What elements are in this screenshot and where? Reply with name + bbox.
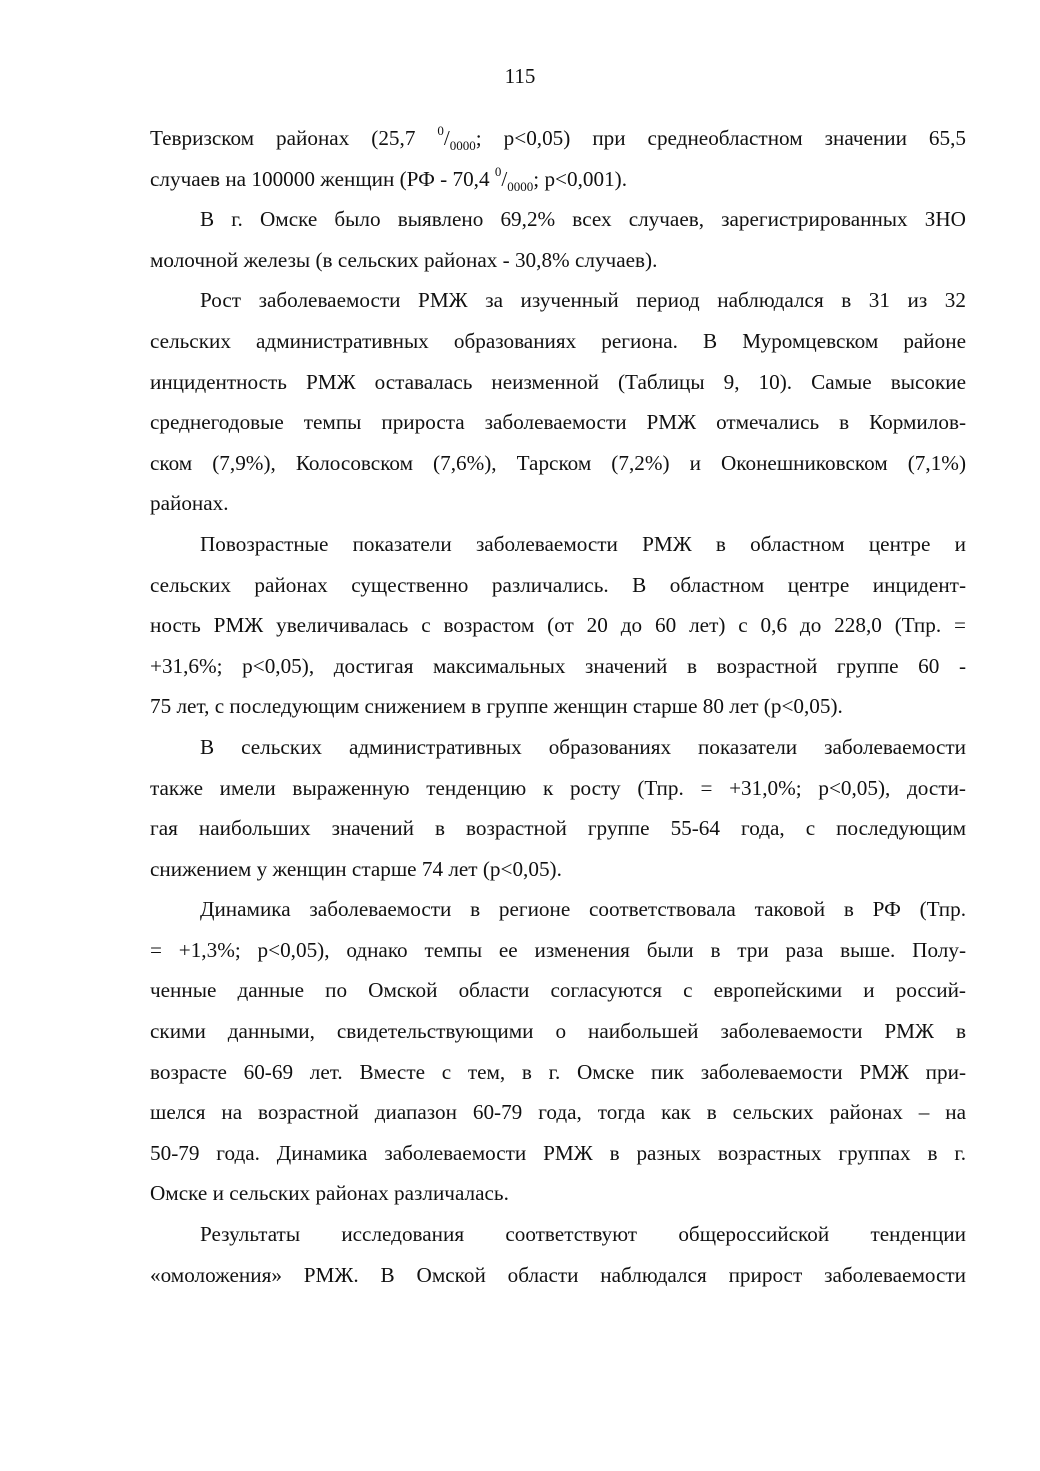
document-body xyxy=(150,118,966,1295)
text-line: сельских районах существенно различались. В областном центре инцидент- xyxy=(150,572,966,597)
text-line: В сельских административных образованиях показатели заболеваемости xyxy=(200,734,966,759)
text-line: 50-79 года. Динамика заболеваемости РМЖ в разных возрастных группах в г. xyxy=(150,1140,966,1165)
text-line: ность РМЖ увеличивалась с возрастом (от 20 до 60 лет) с 0,6 до 228,0 (Тпр. = xyxy=(150,613,966,638)
text-line: Результаты исследования соответствуют общероссийской тенденции xyxy=(200,1222,966,1247)
text-fragment: случаев на 100000 женщин (РФ - 70,4 xyxy=(150,166,495,191)
text-line: 75 лет, с последующим снижением в группе женщин старше 80 лет (p<0,05). xyxy=(150,694,843,719)
text-line: Повозрастные показатели заболеваемости РМЖ в областном центре и xyxy=(200,531,966,556)
text-line: Динамика заболеваемости в регионе соответствовала таковой в РФ (Тпр. xyxy=(200,897,966,922)
text-line: гая наибольших значений в возрастной группе 55-64 года, с последующим xyxy=(150,816,966,841)
text-line: снижением у женщин старше 74 лет (p<0,05). xyxy=(150,856,562,881)
subscript: 0000 xyxy=(507,178,534,194)
text-line: ченные данные по Омской области согласуются с европейскими и россий- xyxy=(150,978,966,1003)
text-line: районах. xyxy=(150,491,229,516)
text-line xyxy=(150,159,966,200)
text-line: В г. Омске было выявлено 69,2% всех случаев, зарегистрированных ЗНО xyxy=(200,207,966,232)
text-line: «омоложения» РМЖ. В Омской области наблюдался прирост заболеваемости xyxy=(150,1262,966,1287)
superscript: 0 xyxy=(437,122,444,138)
text-line: молочной железы (в сельских районах - 30,8% случаев). xyxy=(150,247,658,272)
text-line: +31,6%; p<0,05), достигая максимальных значений в возрастной группе 60 - xyxy=(150,653,966,678)
text-line: шелся на возрастной диапазон 60-79 года, тогда как в сельских районах – на xyxy=(150,1100,966,1125)
text-fragment: / xyxy=(443,126,450,150)
text-line: сельских административных образованиях региона. В Муромцевском районе xyxy=(150,328,966,353)
text-fragment: Тевризском районах (25,7 xyxy=(150,126,438,150)
text-fragment: ; p<0,001). xyxy=(533,166,628,191)
page-number: 115 xyxy=(504,64,536,88)
text-line: скими данными, свидетельствующими о наибольшей заболеваемости РМЖ в xyxy=(150,1019,966,1044)
superscript: 0 xyxy=(494,163,502,179)
text-line: ском (7,9%), Колосовском (7,6%), Тарском (7,2%) и Оконешниковском (7,1%) xyxy=(150,450,966,475)
text-line: среднегодовые темпы прироста заболеваемости РМЖ отмечались в Кормилов- xyxy=(150,410,966,435)
text-line: также имели выраженную тенденцию к росту (Тпр. = +31,0%; p<0,05), дости- xyxy=(150,775,966,800)
text-line: = +1,3%; p<0,05), однако темпы ее изменения были в три раза выше. Полу- xyxy=(150,937,966,962)
text-fragment: ; p<0,05) при среднеобластном значении 65,5 xyxy=(475,126,966,150)
text-line: Рост заболеваемости РМЖ за изученный период наблюдался в 31 из 32 xyxy=(200,288,966,313)
text-line: инцидентность РМЖ оставалась неизменной (Таблицы 9, 10). Самые высокие xyxy=(150,369,966,394)
text-line: возрасте 60-69 лет. Вместе с тем, в г. Омске пик заболеваемости РМЖ при- xyxy=(150,1059,966,1084)
subscript: 0000 xyxy=(449,138,476,154)
text-fragment: / xyxy=(501,166,508,191)
text-line: Омске и сельских районах различалась. xyxy=(150,1181,509,1206)
text-line xyxy=(150,118,966,159)
